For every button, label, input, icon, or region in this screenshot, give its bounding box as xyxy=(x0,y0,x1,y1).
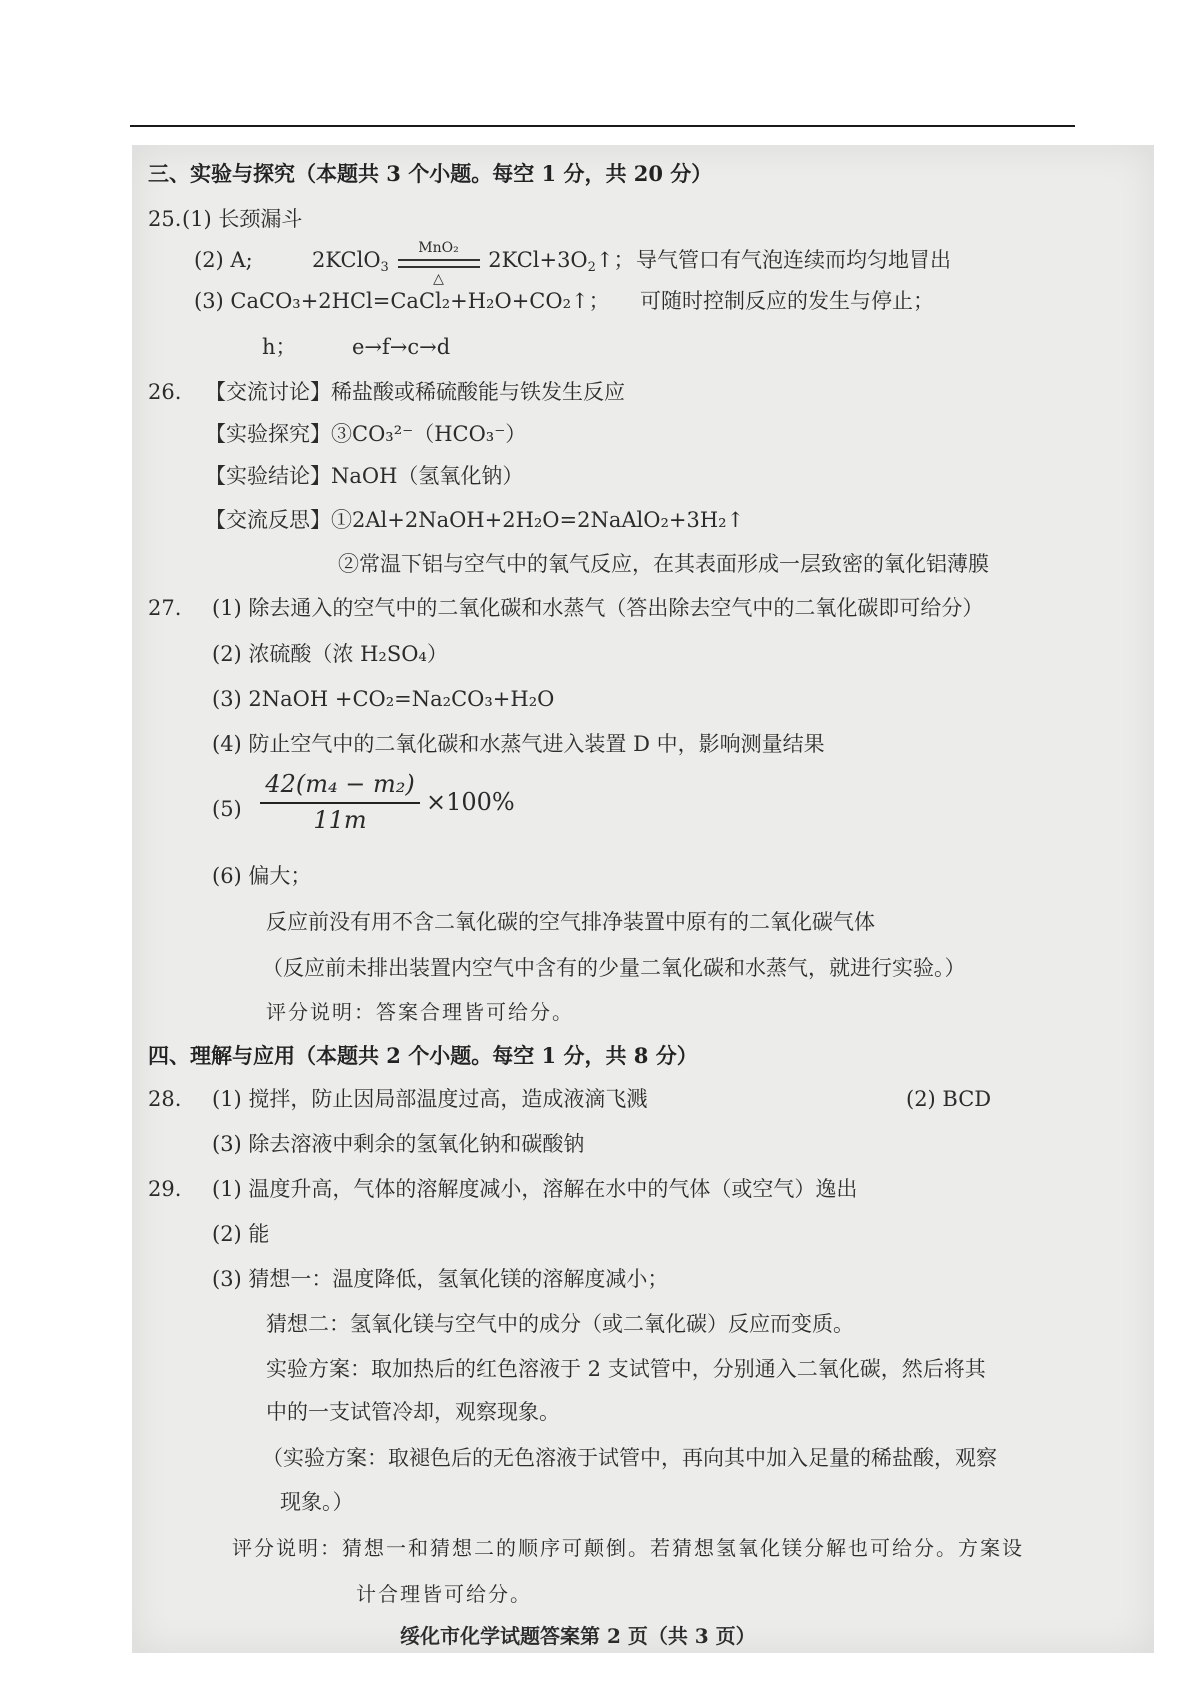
q25-eq-right-sub: 2 xyxy=(587,260,596,275)
q29-part-3: (3) 猜想一：温度降低，氢氧化镁的溶解度减小； xyxy=(212,1267,669,1291)
q25-eq-left: 2KClO xyxy=(312,248,381,272)
q26-label: 26. xyxy=(148,380,182,404)
q29-plan-line-1: 实验方案：取加热后的红色溶液于 2 支试管中，分别通入二氧化碳，然后将其 xyxy=(266,1357,986,1381)
q27-part-3: (3) 2NaOH +CO₂=Na₂CO₃+H₂O xyxy=(212,687,555,711)
q28-part-1: (1) 搅拌，防止因局部温度过高，造成液滴飞溅 xyxy=(212,1087,648,1111)
q25-part-2 xyxy=(194,239,635,287)
q28-label: 28. xyxy=(148,1087,182,1111)
q29-part-1: (1) 温度升高，气体的溶解度减小，溶解在水中的气体（或空气）逸出 xyxy=(212,1177,858,1201)
q26-discussion: 【交流讨论】稀盐酸或稀硫酸能与铁发生反应 xyxy=(205,380,625,404)
q27-scoring-note: 评分说明：答案合理皆可给分。 xyxy=(266,1000,574,1024)
q25-heat-symbol: △ xyxy=(433,270,444,287)
q25-part-3-answer: 可随时控制反应的发生与停止； xyxy=(640,289,934,313)
q29-part-2: (2) 能 xyxy=(212,1222,270,1246)
q28-part-2: (2) BCD xyxy=(906,1087,992,1111)
q25-part-2-prefix: (2) A; xyxy=(194,248,253,272)
q25-eq-right: 2KCl+3O xyxy=(488,248,588,272)
q27-part-2: (2) 浓硫酸（浓 H₂SO₄） xyxy=(212,642,448,666)
q29-alt-plan-line-1: （实验方案：取褪色后的无色溶液于试管中，再向其中加入足量的稀盐酸，观察 xyxy=(262,1446,997,1470)
q27-formula-numerator: 42(m₄ − m₂) xyxy=(265,770,415,798)
q27-formula-bar xyxy=(260,802,420,804)
q28-part-3: (3) 除去溶液中剩余的氢氧化钠和碳酸钠 xyxy=(212,1132,585,1156)
q25-part-2-answer: 导气管口有气泡连续而均匀地冒出 xyxy=(636,248,951,272)
q25-part-1: (1) 长颈漏斗 xyxy=(182,207,303,231)
q26-conclusion: 【实验结论】NaOH（氢氧化钠） xyxy=(205,464,524,488)
q27-part-6-reason: 反应前没有用不含二氧化碳的空气排净装置中原有的二氧化碳气体 xyxy=(266,910,875,934)
q25-part-4-answer: e→f→c→d xyxy=(352,335,451,359)
top-rule xyxy=(130,125,1075,127)
q27-formula-denominator: 11m xyxy=(313,806,367,834)
section-3-heading: 三、实验与探究（本题共 3 个小题。每空 1 分，共 20 分） xyxy=(148,161,713,186)
q27-formula-tail: ×100% xyxy=(426,788,515,816)
q25-part-3: (3) CaCO₃+2HCl=CaCl₂+H₂O+CO₂↑； xyxy=(194,289,610,313)
q29-guess-2: 猜想二：氢氧化镁与空气中的成分（或二氧化碳）反应而变质。 xyxy=(266,1312,854,1336)
q26-explore: 【实验探究】③CO₃²⁻（HCO₃⁻） xyxy=(205,422,527,446)
q27-part-1: (1) 除去通入的空气中的二氧化碳和水蒸气（答出除去空气中的二氧化碳即可给分） xyxy=(212,596,984,620)
section-4-heading: 四、理解与应用（本题共 2 个小题。每空 1 分，共 8 分） xyxy=(148,1043,698,1068)
q29-label: 29. xyxy=(148,1177,182,1201)
q27-part-6-alternative: （反应前未排出装置内空气中含有的少量二氧化碳和水蒸气，就进行实验。） xyxy=(262,956,966,980)
q26-reflection-2: ②常温下铝与空气中的氧气反应，在其表面形成一层致密的氧化铝薄膜 xyxy=(338,552,989,576)
q29-scoring-note-line-2: 计合理皆可给分。 xyxy=(356,1582,532,1606)
q25-catalyst: MnO₂ xyxy=(418,239,459,256)
q25-reaction-condition xyxy=(398,239,480,287)
page-footer: 绥化市化学试题答案第 2 页（共 3 页） xyxy=(400,1624,756,1648)
q27-part-5-label: (5) xyxy=(212,797,242,821)
q25-label: 25. xyxy=(148,207,182,231)
q29-alt-plan-line-2: 现象。） xyxy=(280,1490,354,1514)
q29-scoring-note-line-1: 评分说明：猜想一和猜想二的顺序可颠倒。若猜想氢氧化镁分解也可给分。方案设 xyxy=(232,1536,1024,1560)
scanned-page-background xyxy=(132,145,1154,1653)
q27-part-4: (4) 防止空气中的二氧化碳和水蒸气进入装置 D 中，影响测量结果 xyxy=(212,732,825,756)
q25-eq-tail: ↑； xyxy=(595,248,635,272)
q27-label: 27. xyxy=(148,596,182,620)
q27-part-6: (6) 偏大； xyxy=(212,864,312,888)
q26-reflection-1: 【交流反思】①2Al+2NaOH+2H₂O=2NaAlO₂+3H₂↑ xyxy=(205,508,745,532)
q25-eq-left-sub: 3 xyxy=(380,260,389,275)
q25-part-4-prefix: h； xyxy=(262,335,297,359)
q29-plan-line-2: 中的一支试管冷却，观察现象。 xyxy=(266,1400,560,1424)
